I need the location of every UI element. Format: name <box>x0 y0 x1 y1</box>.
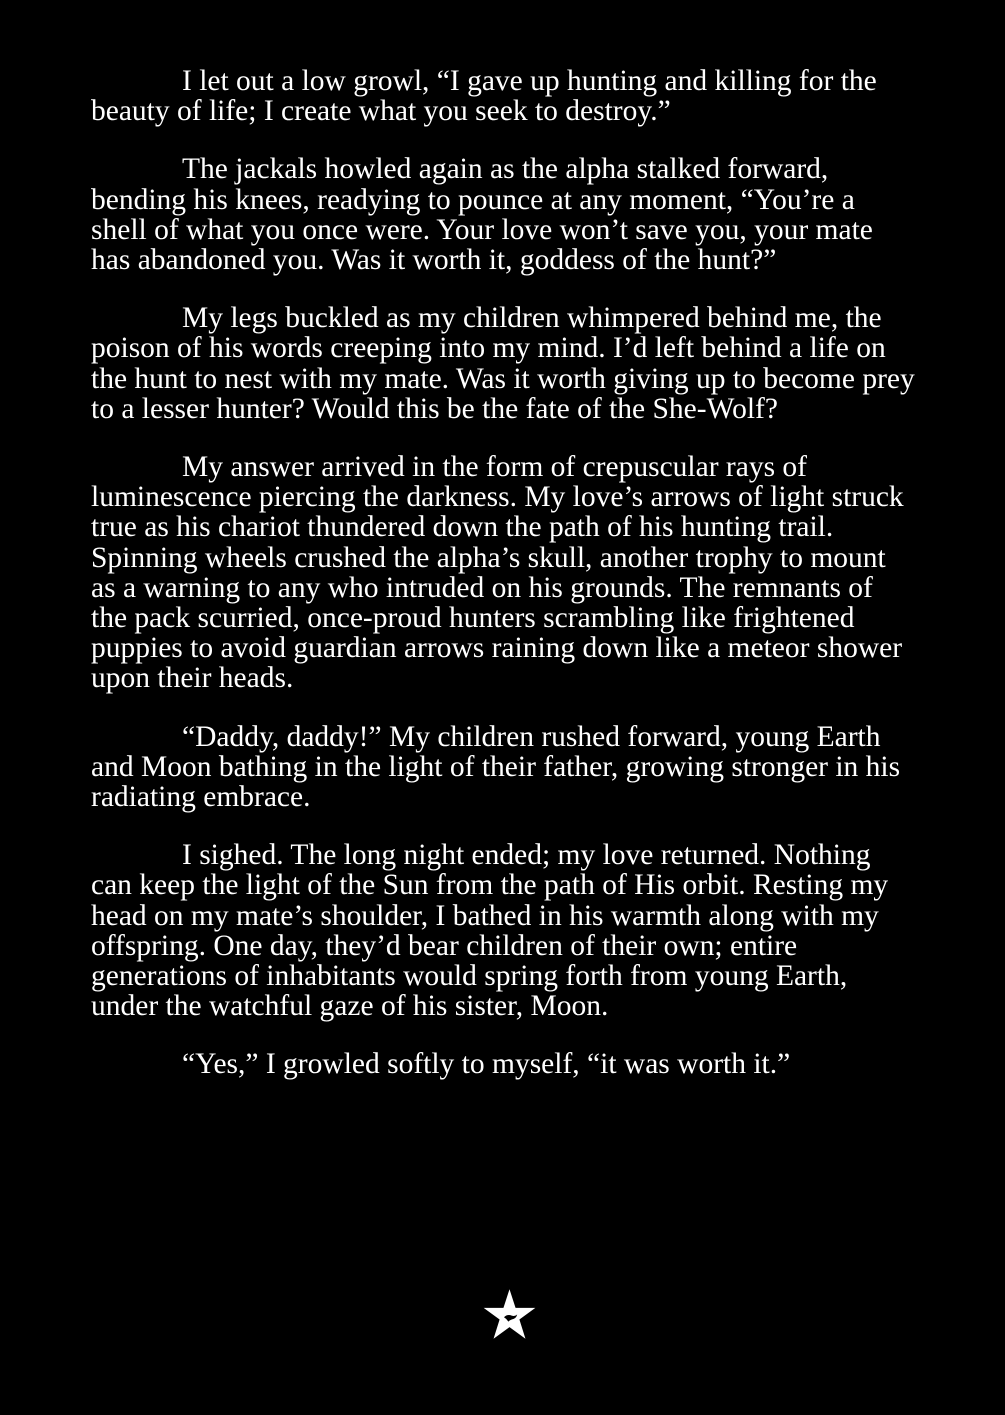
paragraph-7: “Yes,” I growled softly to myself, “it was worth it.” <box>182 1048 791 1081</box>
paragraph-2: The jackals howled again as the alpha stalked forward, bending his knees, readying to pounce at any moment, “You’re a shell of what you once were. Your love won’t save you, your mate has abandoned you. Was it worth it, goddess of the hunt?” <box>91 153 873 277</box>
story-text <box>91 66 916 1108</box>
paragraph-1: I let out a low growl, “I gave up hunting and killing for the beauty of life; I create what you seek to destroy.” <box>91 65 877 128</box>
star-icon <box>482 1287 537 1342</box>
paragraph-5: “Daddy, daddy!” My children rushed forward, young Earth and Moon bathing in the light of their father, growing stronger in his radiating embrace. <box>91 720 901 814</box>
paragraph-6: I sighed. The long night ended; my love returned. Nothing can keep the light of the Sun from the path of His orbit. Resting my head on my mate’s shoulder, I bathed in his warmth along with my offspring. One day, they’d bear children of their own; entire generations of inhabitants would spring forth from young Earth, under the watchful gaze of his sister, Moon. <box>91 839 889 1023</box>
paragraph-4: My answer arrived in the form of crepuscular rays of luminescence piercing the darkness. My love’s arrows of light struck true as his chariot thundered down the path of his hunting trail. Spinning wheels crushed the alpha’s skull, another trophy to mount as a warning to any who intruded on his grounds. The remnants of the pack scurried, once-proud hunters scrambling like frightened puppies to avoid guardian arrows raining down like a meteor shower upon their heads. <box>91 451 904 695</box>
paragraph-3: My legs buckled as my children whimpered behind me, the poison of his words creeping into my mind. I’d left behind a life on the hunt to nest with my mate. Was it worth giving up to become prey to a lesser hunter? Would this be the fate of the She-Wolf? <box>91 302 915 425</box>
